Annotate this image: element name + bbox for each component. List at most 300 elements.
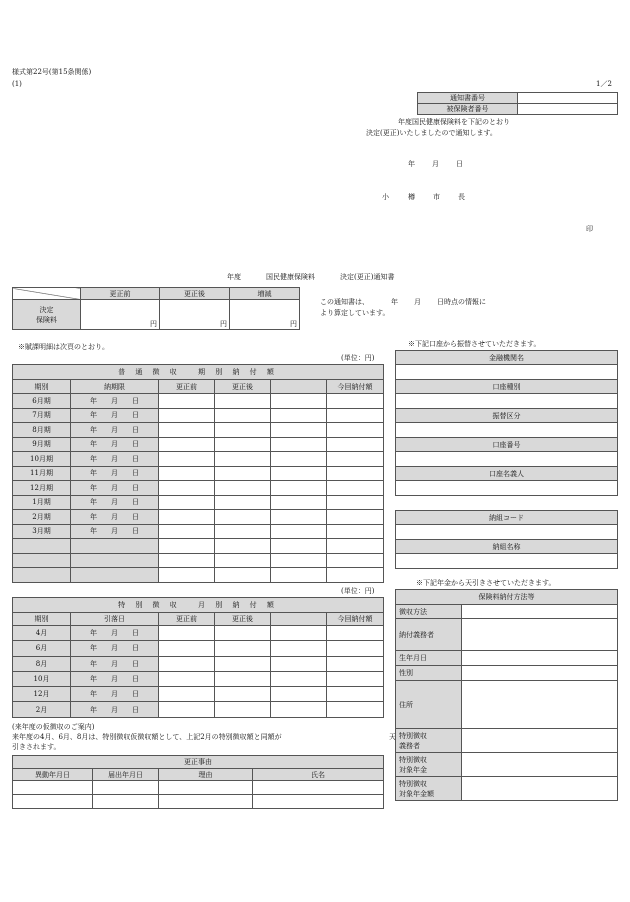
regular-amount-cell [159,524,215,539]
pension-row-label [396,666,462,681]
special-debit-date [71,702,159,717]
decision-header-diff: 増減 [230,288,300,300]
regular-amount-cell [159,408,215,423]
debit-day: 日 [132,629,139,638]
reason-header-name: 氏名 [253,769,384,781]
debit-day: 日 [132,705,139,714]
pension-label-line-1: 納付義務者 [399,630,434,639]
decision-after-value: 円 [160,300,230,330]
special-title: 特 別 徴 収 月 別 納 付 額 [13,598,384,613]
special-amount-cell [159,702,215,717]
decision-header-before: 更正前 [81,288,160,300]
reason-cell [13,781,93,795]
page-indicator: 1／2 [596,80,612,88]
regular-row [13,423,384,438]
pension-row-value [462,681,618,729]
special-collection-table [12,597,384,718]
due-month: 月 [111,454,118,463]
pension-row [396,651,618,666]
account-number-label: 口座番号 [396,438,618,452]
due-month: 月 [111,527,118,536]
special-month-label: 4月 [13,626,71,641]
pension-row-value [462,777,618,801]
pension-header: 保険料納付方法等 [396,590,618,605]
special-amount-cell [271,626,327,641]
regular-period-label: 8月期 [13,423,71,438]
regular-amount-cell [271,452,327,467]
regular-amount-cell [327,510,384,525]
payment-name-value [396,554,618,569]
special-amount-cell [215,641,271,656]
regular-amount-cell [271,524,327,539]
reason-header-change-date: 異動年月日 [13,769,93,781]
regular-period-label: 7月期 [13,408,71,423]
pension-label-line-1: 生年月日 [399,654,427,662]
special-debit-date [71,656,159,671]
date-day: 日 [456,160,463,168]
debit-year: 年 [90,675,97,684]
regular-amount-cell [327,423,384,438]
reason-cell [93,795,159,809]
regular-amount-cell [215,423,271,438]
payment-code-label: 納組コード [396,511,618,525]
due-year: 年 [90,411,97,420]
special-month-label: 8月 [13,656,71,671]
special-month-label: 12月 [13,687,71,702]
reason-header-reason: 理由 [159,769,253,781]
regular-due-date [71,394,159,409]
special-amount-cell [215,626,271,641]
regular-rows [13,394,384,583]
debit-year: 年 [90,659,97,668]
regular-row [13,437,384,452]
account-holder-label: 口座名義人 [396,467,618,481]
pension-row-label [396,619,462,651]
special-debit-date [71,671,159,686]
special-amount-cell [159,656,215,671]
pension-table [395,589,618,801]
regular-row [13,495,384,510]
notice-number-value [518,93,618,104]
regular-amount-cell [327,466,384,481]
due-month: 月 [111,469,118,478]
reason-header-filed-date: 届出年月日 [93,769,159,781]
regular-header-period: 期別 [13,380,71,394]
reason-cell [159,781,253,795]
regular-amount-cell [271,437,327,452]
pension-label-line-1: 住所 [399,700,413,709]
special-amount-cell [327,626,384,641]
bank-name-label: 金融機関名 [396,351,618,365]
account-type-value [396,394,618,409]
mayor-char-2: 樽 [408,193,415,201]
regular-amount-cell [327,408,384,423]
regular-amount-cell [271,481,327,496]
special-row [13,687,384,702]
special-header-period: 期別 [13,613,71,626]
special-amount-cell [271,641,327,656]
regular-due-date [71,553,159,568]
debit-day: 日 [132,690,139,699]
due-month: 月 [111,411,118,420]
pension-label-line-1: 特別徴収 [399,755,427,764]
due-year: 年 [90,512,97,521]
regular-row [13,452,384,467]
special-amount-cell [215,687,271,702]
due-year: 年 [90,454,97,463]
bank-note: ※下記口座から振替させていただきます。 [408,340,541,348]
decision-row-label-2: 保険料 [36,315,57,324]
regular-row [13,510,384,525]
regular-amount-cell [159,553,215,568]
debit-month: 月 [111,675,118,684]
pension-row [396,777,618,801]
debit-month: 月 [111,659,118,668]
special-amount-cell [271,656,327,671]
pension-row [396,681,618,729]
regular-amount-cell [159,539,215,554]
decision-corner [13,288,81,300]
regular-row [13,524,384,539]
pension-row-value [462,619,618,651]
due-day: 日 [132,396,139,405]
due-month: 月 [111,440,118,449]
regular-row [13,408,384,423]
reason-cell [253,795,384,809]
info-note-line-2: より算定しています。 [320,309,390,317]
special-amount-cell [215,656,271,671]
title-name: 国民健康保険料 [266,273,315,281]
regular-header-before: 更正前 [159,380,215,394]
regular-amount-cell [327,539,384,554]
pension-row [396,619,618,651]
due-year: 年 [90,483,97,492]
pension-row-value [462,729,618,753]
due-year: 年 [90,469,97,478]
regular-header-after: 更正後 [215,380,271,394]
due-month: 月 [111,425,118,434]
pension-row [396,605,618,619]
regular-amount-cell [159,481,215,496]
regular-period-label [13,553,71,568]
title-notice: 決定(更正)通知書 [340,273,395,281]
regular-header-blank [271,380,327,394]
due-month: 月 [111,498,118,507]
pension-label-line-2: 対象年金 [399,765,427,774]
regular-amount-cell [271,553,327,568]
due-year: 年 [90,498,97,507]
regular-due-date [71,539,159,554]
decision-diff-value: 円 [230,300,300,330]
id-table [417,92,618,115]
regular-due-date [71,408,159,423]
regular-period-label: 12月期 [13,481,71,496]
regular-amount-cell [159,495,215,510]
debit-year: 年 [90,644,97,653]
regular-amount-cell [215,510,271,525]
due-day: 日 [132,483,139,492]
regular-row [13,466,384,481]
info-note-line-1: この通知書は、 年 月 日時点の情報に [320,298,486,306]
regular-amount-cell [271,466,327,481]
pension-row-value [462,666,618,681]
pension-label-line-1: 特別徴収 [399,779,427,788]
bank-account-table [395,350,618,496]
special-header-current: 今回納付額 [327,613,384,626]
regular-amount-cell [215,495,271,510]
special-amount-cell [271,687,327,702]
due-day: 日 [132,425,139,434]
special-amount-cell [271,671,327,686]
title-year: 年度 [227,273,241,281]
pension-row-value [462,605,618,619]
special-row [13,702,384,717]
regular-amount-cell [159,568,215,583]
reason-cell [13,795,93,809]
regular-row [13,539,384,554]
due-day: 日 [132,498,139,507]
regular-amount-cell [271,423,327,438]
reason-cell [159,795,253,809]
regular-amount-cell [327,452,384,467]
regular-due-date [71,510,159,525]
due-month: 月 [111,512,118,521]
special-row [13,626,384,641]
regular-period-label: 6月期 [13,394,71,409]
decision-row-label-1: 決定 [39,305,54,314]
special-header-after: 更正後 [215,613,271,626]
regular-due-date [71,437,159,452]
debit-year: 年 [90,690,97,699]
regular-due-date [71,481,159,496]
account-holder-value [396,481,618,496]
regular-due-date [71,452,159,467]
regular-row [13,568,384,583]
transfer-type-value [396,423,618,438]
due-day: 日 [132,440,139,449]
regular-due-date [71,495,159,510]
due-year: 年 [90,425,97,434]
pension-row [396,729,618,753]
debit-month: 月 [111,629,118,638]
special-month-label: 10月 [13,671,71,686]
regular-amount-cell [159,510,215,525]
debit-month: 月 [111,690,118,699]
due-month: 月 [111,483,118,492]
regular-header-due: 納期限 [71,380,159,394]
regular-due-date [71,524,159,539]
bank-name-value [396,365,618,380]
special-amount-cell [327,687,384,702]
pension-row-value [462,651,618,666]
due-day: 日 [132,411,139,420]
pension-row-label [396,605,462,619]
special-amount-cell [271,702,327,717]
mayor-char-4: 長 [458,193,465,201]
special-header-date: 引落日 [71,613,159,626]
special-row [13,671,384,686]
special-amount-cell [215,671,271,686]
regular-due-date [71,423,159,438]
reason-title: 更正事由 [13,756,384,769]
regular-period-label: 2月期 [13,510,71,525]
regular-amount-cell [327,437,384,452]
regular-amount-cell [159,394,215,409]
unit-label-special: (単位：円) [341,587,375,595]
due-year: 年 [90,396,97,405]
next-year-line-2: 引きされます。 [12,743,61,751]
debit-year: 年 [90,629,97,638]
pension-row [396,753,618,777]
regular-amount-cell [327,495,384,510]
regular-amount-cell [159,452,215,467]
pension-label-line-1: 徴収方法 [399,607,427,616]
regular-amount-cell [215,394,271,409]
decision-table [12,287,300,330]
special-amount-cell [159,671,215,686]
regular-period-label: 1月期 [13,495,71,510]
reason-cell [253,781,384,795]
debit-day: 日 [132,675,139,684]
date-month: 月 [432,160,439,168]
regular-due-date [71,466,159,481]
special-amount-cell [159,626,215,641]
pension-label-line-1: 特別徴収 [399,731,427,740]
special-amount-cell [327,656,384,671]
special-amount-cell [327,671,384,686]
regular-amount-cell [215,408,271,423]
special-debit-date [71,626,159,641]
seal-mark: 印 [586,225,593,233]
regular-amount-cell [215,539,271,554]
regular-amount-cell [159,423,215,438]
regular-amount-cell [215,437,271,452]
pension-label-line-2: 義務者 [399,741,420,750]
regular-amount-cell [159,466,215,481]
decision-row-label [13,300,81,330]
regular-row [13,553,384,568]
transfer-type-label: 振替区分 [396,409,618,423]
insured-number-label: 被保険者番号 [418,104,518,115]
special-header-before: 更正前 [159,613,215,626]
special-debit-date [71,641,159,656]
special-row [13,641,384,656]
unit-label-regular: (単位：円) [341,354,375,362]
mayor-char-1: 小 [382,193,389,201]
due-day: 日 [132,469,139,478]
form-number: 様式第22号(第15条関係) [12,68,92,76]
pension-rows [396,605,618,801]
next-year-line-1-tail: 天 [389,733,396,741]
due-year: 年 [90,527,97,536]
special-amount-cell [159,687,215,702]
regular-amount-cell [215,452,271,467]
debit-month: 月 [111,705,118,714]
due-day: 日 [132,454,139,463]
due-month: 月 [111,396,118,405]
regular-amount-cell [327,481,384,496]
form-sub-number: (1) [12,80,22,88]
regular-amount-cell [271,510,327,525]
decision-before-value: 円 [81,300,160,330]
regular-amount-cell [159,437,215,452]
regular-header-current: 今回納付額 [327,380,384,394]
payment-name-label: 納組名称 [396,540,618,554]
reason-cell [93,781,159,795]
pension-row-label [396,729,462,753]
special-header-blank [271,613,327,626]
regular-title: 普 通 徴 収 期 別 納 付 額 [13,365,384,380]
breakdown-note: ※賦課明細は次頁のとおり。 [18,343,109,351]
regular-amount-cell [215,553,271,568]
regular-amount-cell [327,553,384,568]
regular-amount-cell [327,394,384,409]
pension-row [396,666,618,681]
regular-amount-cell [215,524,271,539]
regular-amount-cell [271,495,327,510]
special-amount-cell [327,641,384,656]
regular-period-label [13,568,71,583]
regular-amount-cell [215,481,271,496]
regular-row [13,394,384,409]
regular-amount-cell [271,408,327,423]
regular-collection-table [12,364,384,583]
regular-period-label: 3月期 [13,524,71,539]
due-year: 年 [90,440,97,449]
next-year-heading: (来年度の仮徴収のご案内) [12,723,95,731]
payment-code-value [396,525,618,540]
special-debit-date [71,687,159,702]
insured-number-value [518,104,618,115]
date-year: 年 [408,160,415,168]
regular-due-date [71,568,159,583]
pension-row-label [396,753,462,777]
mayor-char-3: 市 [433,193,440,201]
regular-amount-cell [327,524,384,539]
special-amount-cell [215,702,271,717]
debit-day: 日 [132,659,139,668]
notice-number-label: 通知書番号 [418,93,518,104]
regular-period-label: 9月期 [13,437,71,452]
regular-amount-cell [215,568,271,583]
regular-period-label [13,539,71,554]
pension-row-label [396,651,462,666]
pension-row-value [462,753,618,777]
special-rows [13,626,384,718]
payment-group-table [395,510,618,569]
pension-row-label [396,777,462,801]
debit-month: 月 [111,644,118,653]
due-day: 日 [132,527,139,536]
special-month-label: 2月 [13,702,71,717]
regular-amount-cell [271,568,327,583]
regular-amount-cell [271,539,327,554]
account-number-value [396,452,618,467]
reason-table [12,755,384,809]
notice-line-2: 決定(更正)いたしましたので通知します。 [366,129,497,137]
pension-row-label [396,681,462,729]
debit-day: 日 [132,644,139,653]
regular-row [13,481,384,496]
special-amount-cell [327,702,384,717]
pension-note: ※下記年金から天引きさせていただきます。 [416,579,556,587]
regular-amount-cell [271,394,327,409]
regular-amount-cell [327,568,384,583]
special-month-label: 6月 [13,641,71,656]
regular-amount-cell [215,466,271,481]
notice-line-1: 年度国民健康保険料を下記のとおり [398,118,510,126]
pension-label-line-2: 対象年金額 [399,789,434,798]
